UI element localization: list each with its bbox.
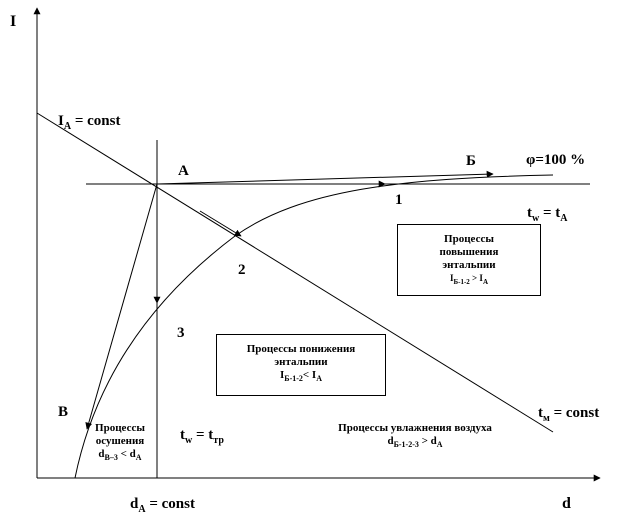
increase-line1: Процессы bbox=[444, 233, 494, 245]
arrow-a-2 bbox=[200, 211, 241, 236]
d-const-label: $d_A$ = const bbox=[130, 496, 195, 515]
tm-const-label: $t_м$ = const bbox=[538, 405, 600, 424]
humidifying-region-label bbox=[300, 422, 530, 451]
point-v-label: В bbox=[58, 404, 69, 420]
drying-region-label bbox=[80, 422, 160, 464]
point-a-label: А bbox=[178, 163, 189, 179]
drying-line1: Процессы bbox=[95, 422, 145, 434]
tw-tp-label: $t_w = t_{тр}$ bbox=[180, 427, 224, 446]
decrease-line1: Процессы понижения bbox=[246, 343, 356, 355]
phi-label: φ=100 % bbox=[526, 152, 586, 168]
enthalpy-increase-box bbox=[397, 224, 541, 296]
x-axis-label: d bbox=[562, 495, 571, 512]
drying-line3: $d_{B-3} < d_A$ bbox=[98, 448, 142, 463]
decrease-line3: $I_{Б-1-2}< I_A$ bbox=[280, 369, 322, 384]
enthalpy-decrease-box bbox=[216, 334, 386, 396]
point-b-label: Б bbox=[466, 153, 476, 169]
increase-line2: повышения bbox=[439, 246, 499, 258]
humidifying-line2: $d_{Б-1-2-3} > d_A$ bbox=[387, 435, 443, 450]
point-2-label: 2 bbox=[238, 262, 246, 278]
drying-line2: осушения bbox=[95, 435, 145, 447]
y-axis-label: I bbox=[10, 13, 17, 30]
humidifying-line1: Процессы увлажнения воздуха bbox=[338, 422, 492, 434]
increase-line4: $I_{Б-1-2} > I_A$ bbox=[449, 273, 488, 286]
increase-line3: энтальпии bbox=[442, 259, 496, 271]
point-1-label: 1 bbox=[395, 192, 403, 208]
i-const-label: $I_A$ = const bbox=[58, 113, 121, 132]
decrease-line2: энтальпии bbox=[274, 356, 328, 368]
point-3-label: 3 bbox=[177, 325, 185, 341]
arrow-a-b bbox=[157, 174, 493, 184]
arrow-a-v bbox=[87, 184, 157, 429]
tw-ta-label: $t_w = t_A$ bbox=[527, 205, 568, 224]
